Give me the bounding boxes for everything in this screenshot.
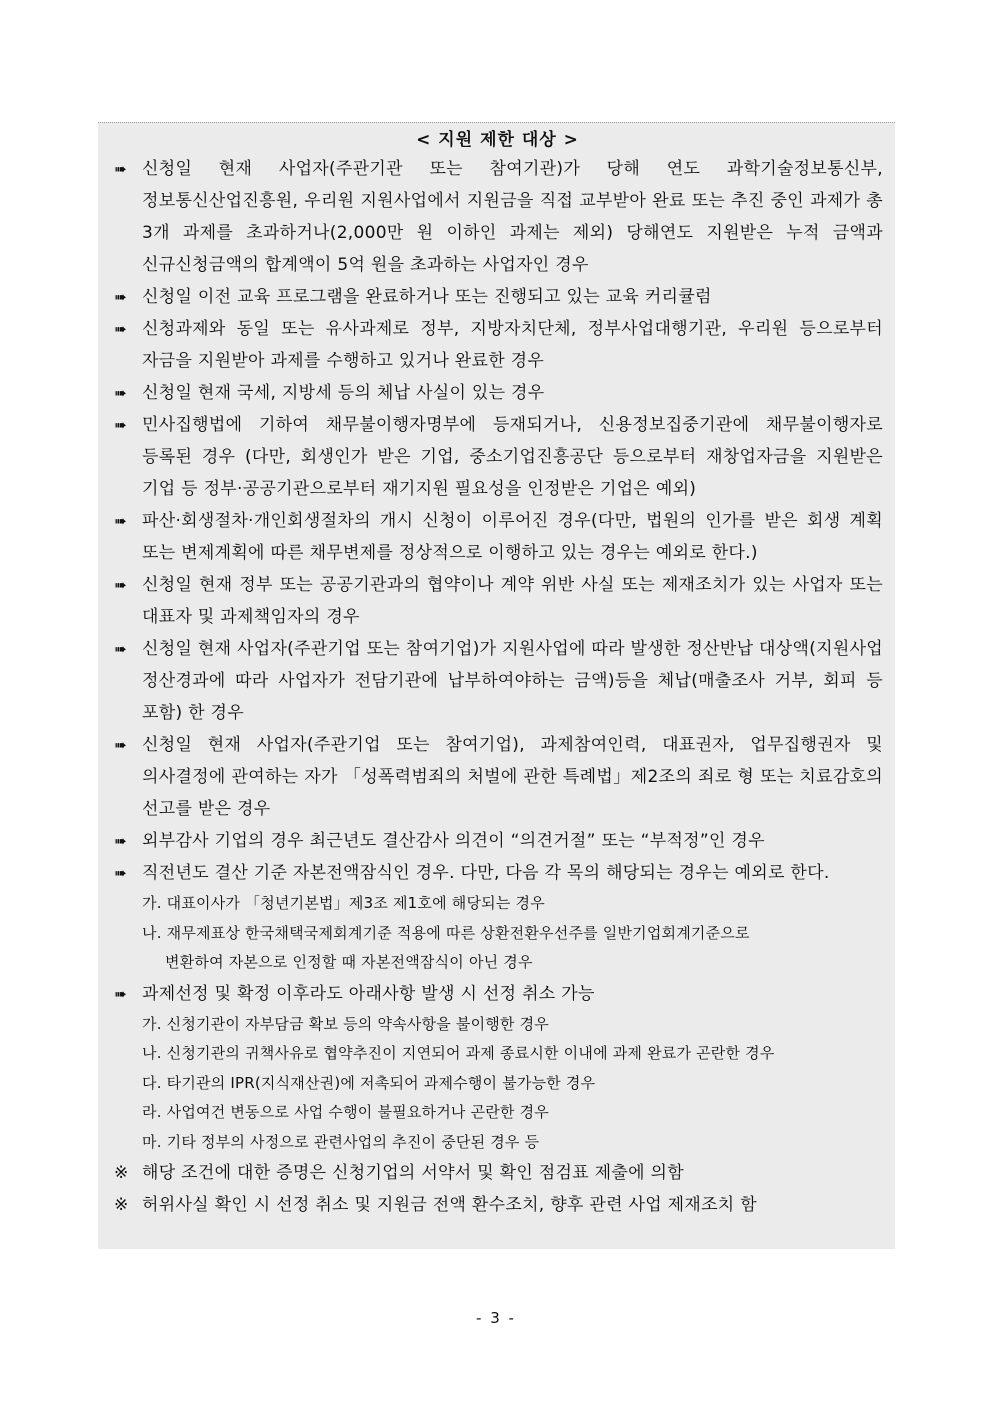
list-item-text: 파산·회생절차·개인회생절차의 개시 신청이 이루어진 경우(다만, 법원의 인가를 받은 회생 계획 또는 변제계획에 따른 채무변제를 정상적으로 이행하고 있는 경우는 예외로 한다.)	[142, 511, 883, 563]
list-item	[112, 978, 883, 1010]
arrow-bullet-icon: ➠	[114, 416, 124, 434]
note-text: 허위사실 확인 시 선정 취소 및 지원금 전액 환수조치, 향후 관련 사업 제재조치 함	[142, 1195, 757, 1215]
sub-item: 나. 재무제표상 한국채택국제회계기준 적용에 따른 상환전환우선주를 일반기업회계기준으로	[142, 923, 750, 942]
note	[112, 1189, 883, 1221]
page-number: - 3 -	[476, 1309, 516, 1327]
list-item	[112, 313, 883, 377]
section-title: < 지원 제한 대상 >	[416, 130, 579, 150]
reference-mark-icon: ※	[114, 1195, 129, 1215]
sub-item: 라. 사업여건 변동으로 사업 수행이 불필요하거나 곤란한 경우	[142, 1103, 549, 1121]
sub-item: 가. 대표이사가 「청년기본법」제3조 제1호에 해당되는 경우	[142, 894, 545, 912]
list-item-text: 신청과제와 동일 또는 유사과제로 정부, 지방자치단체, 정부사업대행기관, 우리원 등으로부터 자금을 지원받아 과제를 수행하고 있거나 완료한 경우	[142, 319, 883, 371]
sub-item: 마. 기타 정부의 사정으로 관련사업의 추진이 중단된 경우 등	[142, 1132, 540, 1151]
sub-item-continuation: 변환하여 자본으로 인정할 때 자본전액잠식이 아닌 경우	[165, 953, 533, 971]
list-item-text: 신청일 현재 사업자(주관기업 또는 참여기업), 과제참여인력, 대표권자, 업무집행권자 및 의사결정에 관여하는 자가 「성폭력범죄의 처벌에 관한 특례법」제2조의 죄로 형 또는 치료감호의 선고를 받은 경우	[142, 735, 883, 819]
restriction-box	[98, 122, 895, 1249]
arrow-bullet-icon: ➠	[114, 160, 124, 178]
sub-item: 다. 타기관의 IPR(지식재산권)에 저촉되어 과제수행이 불가능한 경우	[142, 1073, 596, 1092]
list-item-text: 신청일 현재 사업자(주관기관 또는 참여기관)가 당해 연도 과학기술정보통신부, 정보통신산업진흥원, 우리원 지원사업에서 지원금을 직접 교부받아 완료 또는 추진 중인 과제가 총 3개 과제를 초과하거나(2,000만 원 이하인 과제는 제외) 당해연도 지원받은 누적 금액과 신규신청금액의 합계액이 5억 원을 초과하는 사업자인 경우	[142, 159, 883, 275]
list-item-text: 외부감사 기업의 경우 최근년도 결산감사 의견이 “의견거절” 또는 “부적정”인 경우	[142, 831, 765, 851]
note	[112, 1157, 883, 1189]
list-item	[112, 409, 883, 505]
list-item	[112, 153, 883, 281]
list-item-text: 민사집행법에 기하여 채무불이행자명부에 등재되거나, 신용정보집중기관에 채무불이행자로 등록된 경우 (다만, 회생인가 받은 기업, 중소기업진흥공단 등으로부터 재창업자금을 지원받은 기업 등 정부·공공기관으로부터 재기지원 필요성을 인정받은 기업은 예외)	[142, 415, 883, 499]
list-item-text: 과제선정 및 확정 이후라도 아래사항 발생 시 선정 취소 가능	[142, 983, 595, 1004]
arrow-bullet-icon: ➠	[114, 832, 124, 850]
note-text: 해당 조건에 대한 증명은 신청기업의 서약서 및 확인 점검표 제출에 의함	[142, 1163, 684, 1183]
list-item	[112, 857, 883, 889]
arrow-bullet-icon: ➠	[114, 984, 124, 1003]
arrow-bullet-icon: ➠	[114, 288, 124, 306]
list-item	[112, 569, 883, 633]
list-item	[112, 729, 883, 825]
list-item	[112, 505, 883, 569]
list-item-text: 신청일 현재 정부 또는 공공기관과의 협약이나 계약 위반 사실 또는 제재조치가 있는 사업자 또는 대표자 및 과제책임자의 경우	[142, 575, 883, 627]
arrow-bullet-icon: ➠	[114, 512, 124, 530]
list-item-text: 신청일 현재 사업자(주관기업 또는 참여기업)가 지원사업에 따라 발생한 정산반납 대상액(지원사업 정산경과에 따라 사업자가 전담기관에 납부하여야하는 금액)등을 체납(매출조사 거부, 회피 등 포함) 한 경우	[142, 639, 884, 723]
arrow-bullet-icon: ➠	[114, 384, 124, 402]
arrow-bullet-icon: ➠	[114, 864, 124, 882]
sub-item: 나. 신청기관의 귀책사유로 협약추진이 지연되어 과제 종료시한 이내에 과제 완료가 곤란한 경우	[142, 1044, 775, 1062]
arrow-bullet-icon: ➠	[114, 736, 124, 754]
list-item	[112, 281, 883, 313]
list-item	[112, 633, 883, 729]
arrow-bullet-icon: ➠	[114, 320, 124, 338]
sub-item: 가. 신청기관이 자부담금 확보 등의 약속사항을 불이행한 경우	[142, 1014, 549, 1033]
reference-mark-icon: ※	[114, 1163, 129, 1183]
list-item	[112, 377, 883, 409]
list-item-text: 신청일 이전 교육 프로그램을 완료하거나 또는 진행되고 있는 교육 커리큘럼	[142, 287, 712, 307]
list-item-text: 신청일 현재 국세, 지방세 등의 체납 사실이 있는 경우	[142, 383, 545, 403]
list-item-text: 직전년도 결산 기준 자본전액잠식인 경우. 다만, 다음 각 목의 해당되는 경우는 예외로 한다.	[142, 863, 830, 883]
arrow-bullet-icon: ➠	[114, 640, 124, 658]
arrow-bullet-icon: ➠	[114, 576, 124, 594]
list-item	[112, 825, 883, 857]
